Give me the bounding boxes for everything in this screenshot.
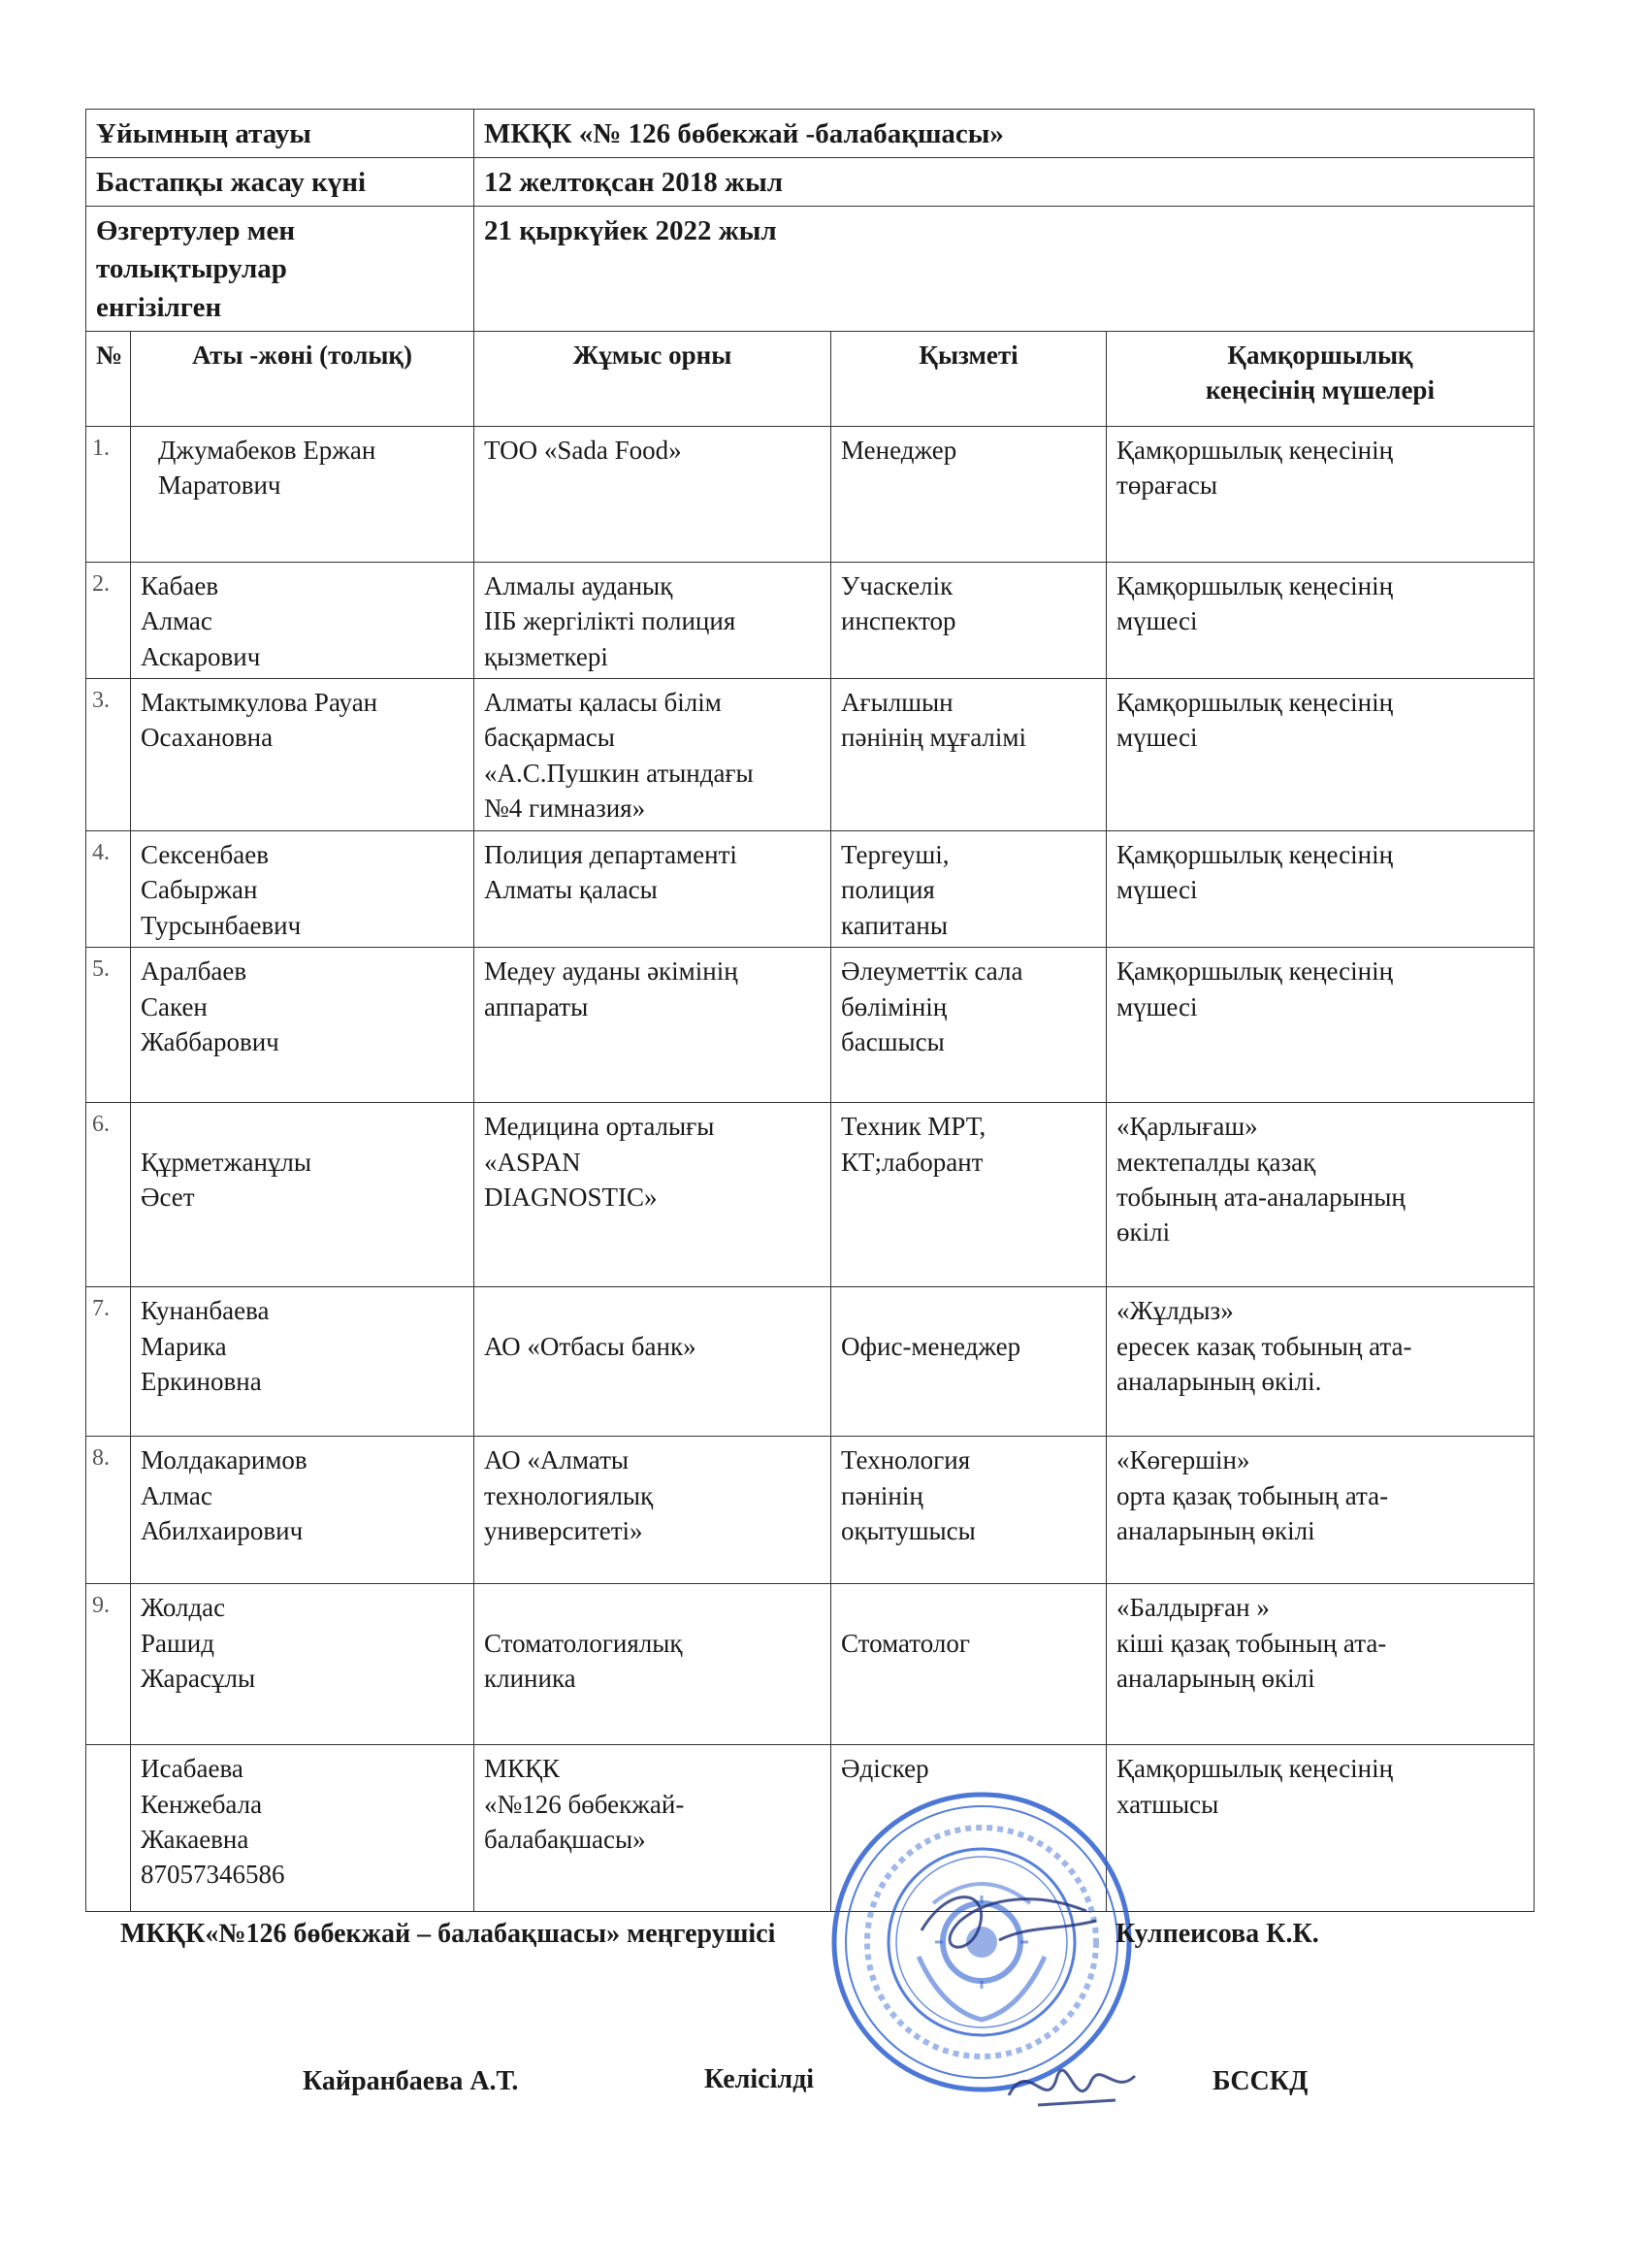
row-num: 3. xyxy=(86,679,131,831)
row-role: «Қарлығаш» мектепалды қазақ тобының ата-аналарының өкілі xyxy=(1107,1103,1535,1287)
column-header-row xyxy=(86,331,1535,426)
row-name: Аралбаев Сакен Жаббарович xyxy=(131,948,474,1103)
table-row xyxy=(86,1584,1535,1745)
row-role: Қамқоршылық кеңесінің мүшесі xyxy=(1107,562,1535,678)
row-position: Техник МРТ, КТ;лаборант xyxy=(831,1103,1107,1287)
head-position-line: МКҚК«№126 бөбекжай – балабақшасы» меңгерушісі xyxy=(120,1919,776,1949)
signature-agreed xyxy=(999,2047,1145,2124)
row-work: Алмалы ауданық ІІБ жергілікті полиция қызметкері xyxy=(474,562,831,678)
table-row xyxy=(86,679,1535,831)
row-num: 8. xyxy=(86,1437,131,1584)
row-work: АО «Отбасы банк» xyxy=(474,1287,831,1437)
row-work: Медеу ауданы әкімінің аппараты xyxy=(474,948,831,1103)
row-position: Ағылшын пәнінің мұғалімі xyxy=(831,679,1107,831)
row-num: 5. xyxy=(86,948,131,1103)
row-num: 9. xyxy=(86,1584,131,1745)
row-work: АО «Алматы технологиялық университеті» xyxy=(474,1437,831,1584)
row-position: Әдіскер xyxy=(831,1745,1107,1912)
table-row xyxy=(86,1745,1535,1912)
row-position: Технология пәнінің оқытушысы xyxy=(831,1437,1107,1584)
row-work: Стоматологиялық клиника xyxy=(474,1584,831,1745)
row-role: «Жұлдыз» ересек казақ тобының ата- аналарының өкілі. xyxy=(1107,1287,1535,1437)
row-role: «Балдырған » кіші қазақ тобының ата- аналарының өкілі xyxy=(1107,1584,1535,1745)
row-position: Менеджер xyxy=(831,426,1107,562)
row-name: Исабаева Кенжебала Жакаевна 87057346586 xyxy=(131,1745,474,1912)
row-num: 6. xyxy=(86,1103,131,1287)
row-role: «Көгершін» орта қазақ тобының ата- аналарының өкілі xyxy=(1107,1437,1535,1584)
table-row xyxy=(86,948,1535,1103)
table-row xyxy=(86,1103,1535,1287)
head-name: Кулпеисова К.К. xyxy=(1116,1919,1319,1949)
org-value: МКҚК «№ 126 бөбекжай -балабақшасы» xyxy=(474,110,1535,158)
created-label: Бастапқы жасау күні xyxy=(86,158,474,207)
row-name: Сексенбаев Сабыржан Турсынбаевич xyxy=(131,830,474,947)
row-name: Молдакаримов Алмас Абилхаирович xyxy=(131,1437,474,1584)
row-work: Алматы қаласы білім басқармасы «А.С.Пушкин атындағы №4 гимназия» xyxy=(474,679,831,831)
row-role: Қамқоршылық кеңесінің мүшесі xyxy=(1107,830,1535,947)
row-num: 7. xyxy=(86,1287,131,1437)
row-name: Жолдас Рашид Жарасұлы xyxy=(131,1584,474,1745)
signature-head xyxy=(902,1872,1116,1979)
col-role-header: Қамқоршылық кеңесінің мүшелері xyxy=(1107,331,1535,426)
signer-name: Кайранбаева А.Т. xyxy=(303,2066,519,2096)
row-name: Кабаев Алмас Аскарович xyxy=(131,562,474,678)
table-row xyxy=(86,1287,1535,1437)
trustees-table xyxy=(85,109,1535,1912)
changed-row xyxy=(86,207,1535,331)
col-position-header: Қызметі xyxy=(831,331,1107,426)
agreed-label: Келісілді xyxy=(704,2064,815,2094)
row-work: ТОО «Sada Food» xyxy=(474,426,831,562)
row-work: Медицина орталығы «ASPAN DIAGNOSTIC» xyxy=(474,1103,831,1287)
row-num: 4. xyxy=(86,830,131,947)
row-position: Тергеуші, полиция капитаны xyxy=(831,830,1107,947)
row-position: Офис-менеджер xyxy=(831,1287,1107,1437)
row-name: Кунанбаева Марика Еркиновна xyxy=(131,1287,474,1437)
col-name-header: Аты -жөні (толық) xyxy=(131,331,474,426)
row-name: Құрметжанұлы Әсет xyxy=(131,1103,474,1287)
row-role: Қамқоршылық кеңесінің мүшесі xyxy=(1107,948,1535,1103)
org-label: Ұйымның атауы xyxy=(86,110,474,158)
created-value: 12 желтоқсан 2018 жыл xyxy=(474,158,1535,207)
created-row xyxy=(86,158,1535,207)
col-num-header: № xyxy=(86,331,131,426)
bsskd-label: БССКД xyxy=(1212,2066,1309,2096)
row-work: МКҚК «№126 бөбекжай- балабақшасы» xyxy=(474,1745,831,1912)
row-position: Учаскелік инспектор xyxy=(831,562,1107,678)
changed-label: Өзгертулер мен толықтырулар енгізілген xyxy=(86,207,474,331)
table-row xyxy=(86,830,1535,947)
row-position: Әлеуметтік сала бөлімінің басшысы xyxy=(831,948,1107,1103)
row-num xyxy=(86,1745,131,1912)
row-work: Полиция департаменті Алматы қаласы xyxy=(474,830,831,947)
row-num: 1. xyxy=(86,426,131,562)
table-row xyxy=(86,426,1535,562)
row-role: Қамқоршылық кеңесінің хатшысы xyxy=(1107,1745,1535,1912)
row-name: Джумабеков Ержан Маратович xyxy=(131,426,474,562)
row-position: Стоматолог xyxy=(831,1584,1107,1745)
table-row xyxy=(86,562,1535,678)
col-work-header: Жұмыс орны xyxy=(474,331,831,426)
row-name: Мактымкулова Рауан Осахановна xyxy=(131,679,474,831)
row-role: Қамқоршылық кеңесінің төрағасы xyxy=(1107,426,1535,562)
table-row xyxy=(86,1437,1535,1584)
row-num: 2. xyxy=(86,562,131,678)
row-role: Қамқоршылық кеңесінің мүшесі xyxy=(1107,679,1535,831)
changed-value: 21 қыркүйек 2022 жыл xyxy=(474,207,1535,331)
org-row xyxy=(86,110,1535,158)
